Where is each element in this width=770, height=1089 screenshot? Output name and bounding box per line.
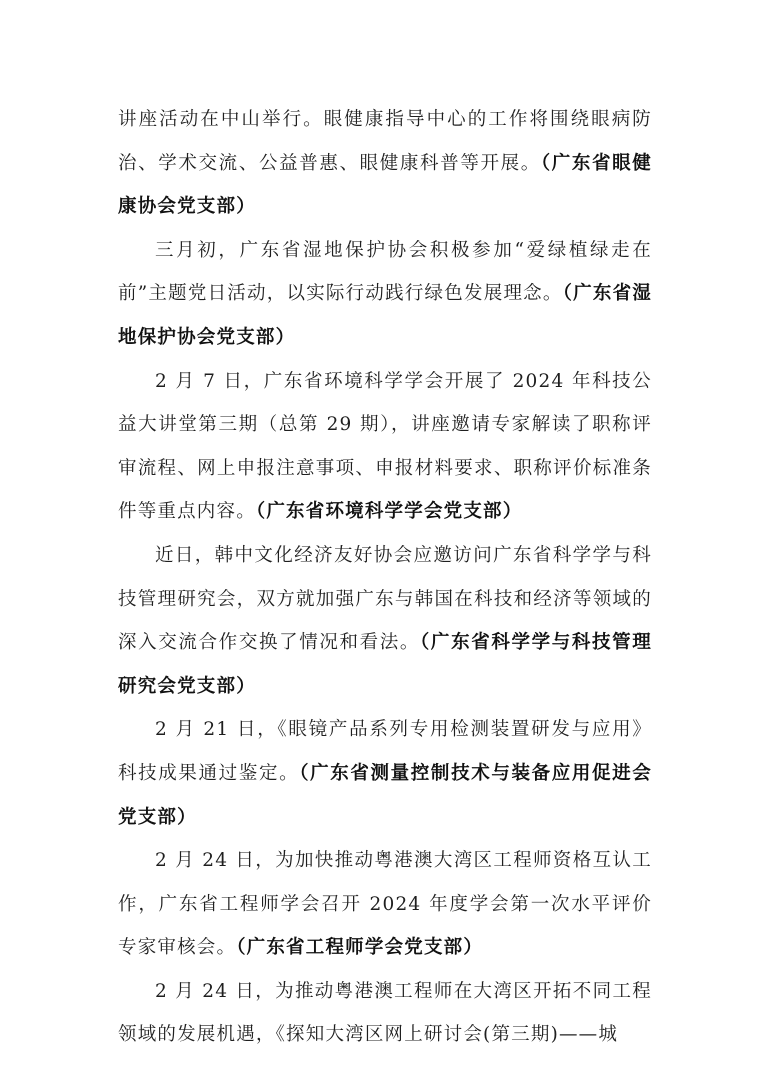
paragraph-eye-health bbox=[118, 98, 652, 229]
paragraph-source: （广东省眼健康协会党支部） bbox=[118, 152, 653, 218]
paragraph-wetland bbox=[118, 229, 652, 360]
paragraph-text: 2 月 24 日，为加快推动粤港澳大湾区工程师资格互认工作，广东省工程师学会召开 2024 年度学会第一次水平评价专家审核会。 bbox=[118, 850, 652, 959]
paragraph-glasses-appraisal bbox=[118, 708, 652, 839]
paragraph-source: （广东省环境科学学会党支部） bbox=[255, 501, 523, 523]
document-body bbox=[118, 98, 652, 1057]
paragraph-bay-area-seminar bbox=[118, 970, 652, 1057]
paragraph-engineer-review bbox=[118, 839, 652, 970]
paragraph-environment bbox=[118, 360, 652, 534]
paragraph-text: 讲座活动在中山举行。眼健康指导中心的工作将围绕眼病防治、学术交流、公益普惠、眼健康科普等开展。 bbox=[118, 109, 652, 174]
paragraph-source: （广东省科学学与科技管理研究会党支部） bbox=[118, 632, 652, 697]
paragraph-source: （广东省测量控制技术与装备应用促进会党支部） bbox=[118, 762, 652, 828]
paragraph-text: 三月初，广东省湿地保护协会积极参加“爱绿植绿走在前”主题党日活动，以实际行动践行绿色发展理念。 bbox=[118, 239, 652, 305]
paragraph-korea-exchange bbox=[118, 534, 652, 708]
paragraph-text: 2 月 7 日，广东省环境科学学会开展了 2024 年科技公益大讲堂第三期（总第 29 期），讲座邀请专家解读了职称评审流程、网上申报注意事项、申报材料要求、职称评价标准条件等重点内容。 bbox=[118, 370, 652, 523]
paragraph-source: （广东省湿地保护协会党支部） bbox=[118, 283, 652, 348]
paragraph-text: 近日，韩中文化经济友好协会应邀访问广东省科学学与科技管理研究会，双方就加强广东与韩国在科技和经济等领域的深入交流合作交换了情况和看法。 bbox=[118, 544, 652, 654]
paragraph-source: （广东省工程师学会党支部） bbox=[236, 937, 484, 959]
paragraph-text: 2 月 24 日，为推动粤港澳工程师在大湾区开拓不同工程领域的发展机遇，《探知大湾区网上研讨会(第三期)——城 bbox=[118, 980, 652, 1046]
paragraph-text: 2 月 21 日，《眼镜产品系列专用检测装置研发与应用》科技成果通过鉴定。 bbox=[118, 719, 652, 784]
